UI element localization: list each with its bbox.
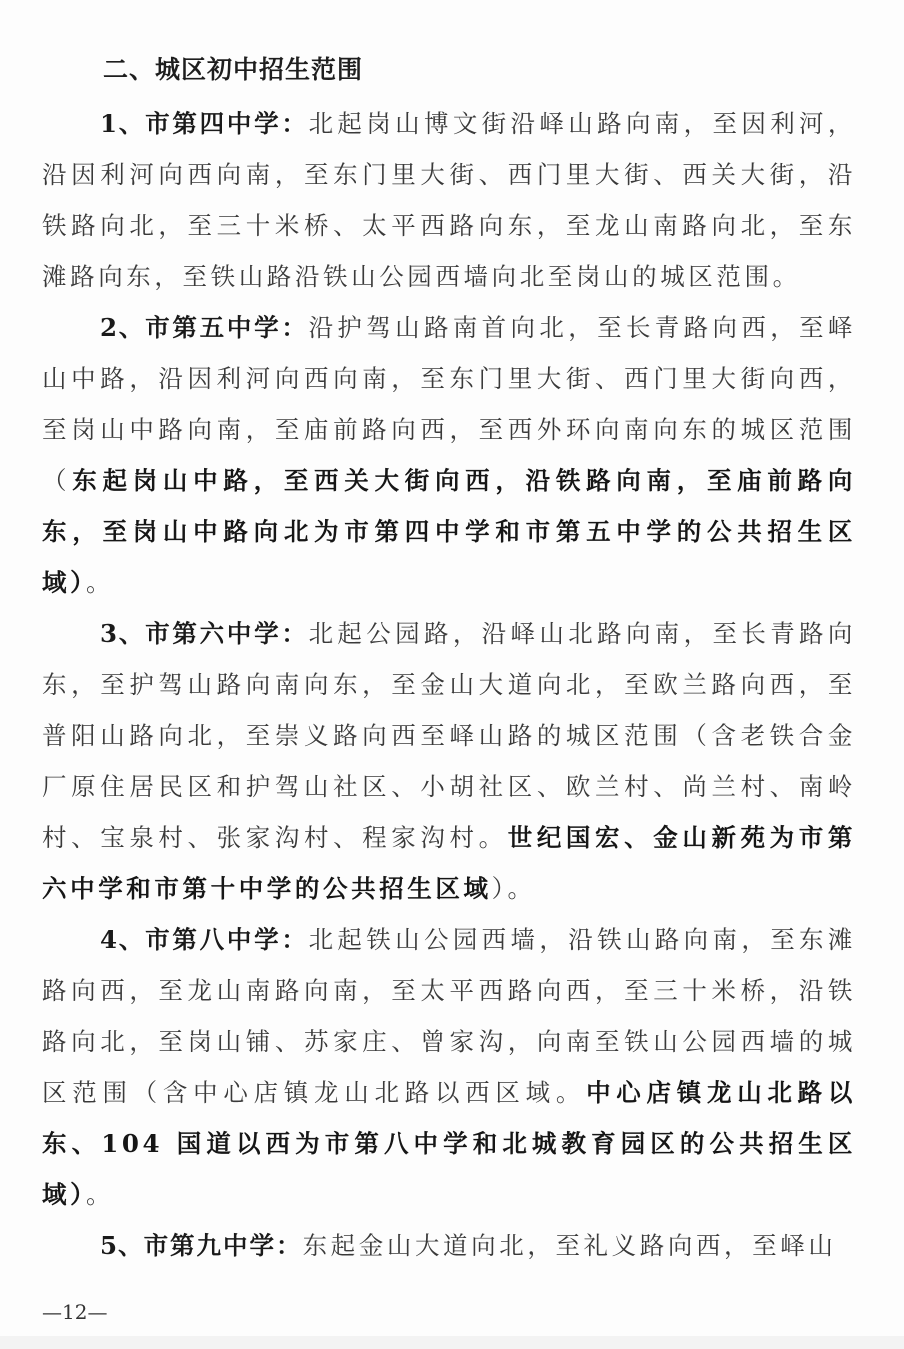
school-name: 市第四中学： [145,109,309,138]
page-bottom-edge [0,1336,904,1349]
paragraph-text: 北起公园路，沿峄山北路向南，至长青路向东，至护驾山路向南向东，至金山大道向北，至欧兰路向西，至普阳山路向北，至崇义路向西至峄山路的城区范围（含老铁合金厂原住居民区和护驾山社区、小胡社区、欧兰村、尚兰村、南岭村、宝泉村、张家沟村、程家沟村。 [42,619,856,852]
item-number: 5、 [100,1231,144,1260]
item-number: 1、 [100,109,146,138]
item-number: 4、 [100,925,146,954]
paragraph-text: 北起铁山公园西墙，沿铁山路向南，至东滩路向西，至龙山南路向南，至太平西路向西，至三十米桥，沿铁路向北，至岗山铺、苏家庄、曾家沟，向南至铁山公园西墙的城区范围（含中心店镇龙山北路以西区域。 [42,925,856,1107]
paragraph-text: 东起金山大道向北，至礼义路向西，至峄山 [302,1231,837,1260]
paragraph-school-9 [42,1220,856,1271]
item-number: 3、 [100,619,146,648]
paragraph-bold-text: 东起岗山中路，至西关大街向西，沿铁路向南，至庙前路向东，至岗山中路向北为市第四中学和市第五中学的公共招生区域） [42,466,856,597]
paragraph-school-4 [42,98,856,302]
paragraph-school-8 [42,914,856,1220]
paragraph-text: 沿护驾山路南首向北，至长青路向西，至峄山中路，沿因利河向西向南，至东门里大街、西门里大街向西，至岗山中路向南，至庙前路向西，至西外环向南向东的城区范围（ [42,313,856,495]
school-name: 市第六中学： [145,619,309,648]
school-name: 市第八中学： [145,925,309,954]
document-body [42,98,856,1271]
paragraph-tail: ）。 [491,874,536,903]
paragraph-school-5 [42,302,856,608]
paragraph-bold-text: 中心店镇龙山北路以东、104 国道以西为市第八中学和北城教育园区的公共招生区域） [42,1078,856,1209]
school-name: 市第九中学： [143,1231,303,1260]
paragraph-bold-text: 世纪国宏、金山新苑为市第六中学和市第十中学的公共招生区域 [42,823,856,903]
paragraph-tail: 。 [85,568,115,597]
paragraph-school-6 [42,608,856,914]
paragraph-text: 北起岗山博文街沿峄山路向南，至因利河，沿因利河向西向南，至东门里大街、西门里大街、西关大街，沿铁路向北，至三十米桥、太平西路向东，至龙山南路向北，至东滩路向东，至铁山路沿铁山公园西墙向北至岗山的城区范围。 [42,109,856,291]
page-number: —12— [42,1300,108,1324]
section-heading: 二、城区初中招生范围 [103,55,364,84]
school-name: 市第五中学： [145,313,309,342]
item-number: 2、 [100,313,146,342]
paragraph-tail: 。 [85,1180,115,1209]
